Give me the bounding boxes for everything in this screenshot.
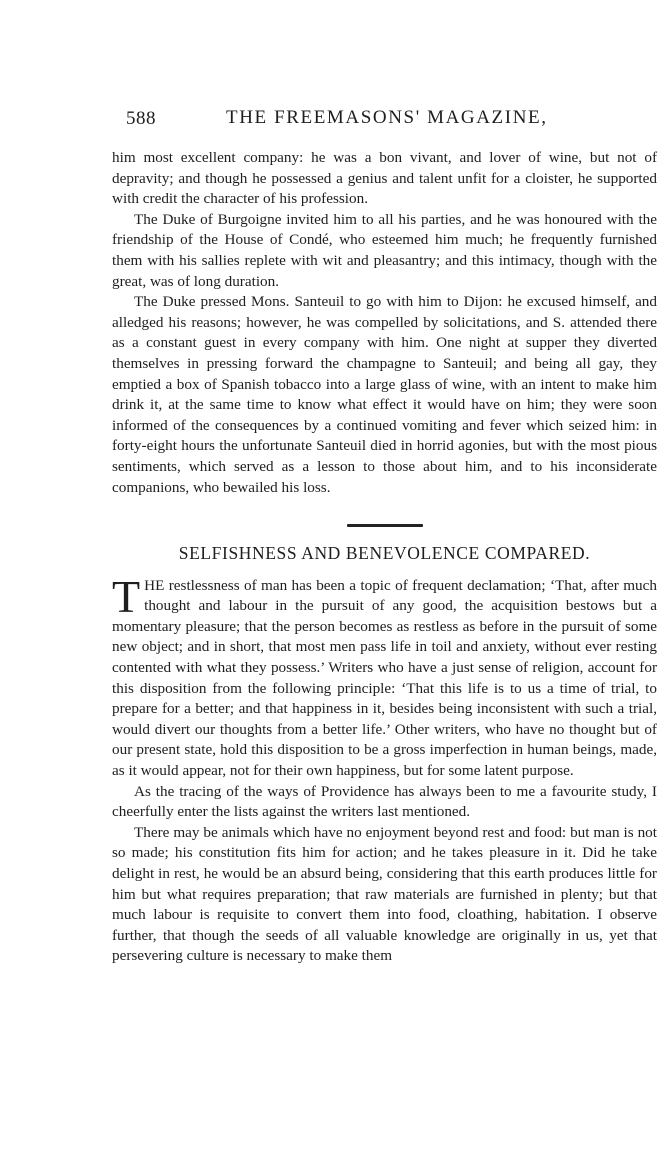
section-title: SELFISHNESS AND BENEVOLENCE COMPARED. <box>178 543 591 564</box>
running-header <box>126 102 656 136</box>
paragraph: him most excellent company: he was a bon vivant, and lover of wine, but not of depravity; and though he possessed a genius and talent unfit for a cloister, he supported with credit the character of his profession. <box>112 149 657 208</box>
paragraph: The Duke of Burgoigne invited him to all his parties, and he was honoured with the friendship of the House of Condé, who esteemed him much; he frequently furnished them with his sallies replete with wit and pleasantry; and this intimacy, though with the great, was of long duration. <box>112 210 657 290</box>
article-body <box>112 148 657 967</box>
section-divider <box>347 524 423 527</box>
page-number: 588 <box>126 108 156 129</box>
paragraph: There may be animals which have no enjoyment beyond rest and food: but man is not so made; his constitution fits him for action; and he takes pleasure in it. Did he take delight in rest, he would be an absurd being, considering that this earth produces little for him but what requires preparation; that raw materials are furnished in plenty; but that much labour is requisite to convert them into food, cloathing, habitation. I observe further, that though the seeds of all valuable knowledge are originally in us, yet that persevering culture is necessary to make them <box>112 823 657 965</box>
paragraph: The Duke pressed Mons. Santeuil to go with him to Dijon: he excused himself, and alledged his reasons; however, he was compelled by solicitations, and S. attended there as a constant guest in every company with him. One night at supper they diverted themselves in pressing forward the champagne to Santeuil; and being all gay, they emptied a box of Spanish tobacco into a large glass of wine, with an intent to make him drink it, at the same time to know what effect it would have on him; they were soon informed of the consequences by a continued vomiting and fever which seized him: in forty-eight hours the unfortunate Santeuil died in horrid agonies, but with the most pious sentiments, which served as a lesson to those about him, and to his inconsiderate companions, who bewailed his loss. <box>112 293 657 496</box>
paragraph <box>112 570 657 782</box>
running-title: THE FREEMASONS' MAGAZINE, <box>226 107 548 128</box>
paragraph-text: HE restlessness of man has been a topic of frequent declamation; ‘That, after much thought and labour in the pursuit of any good, the acquisition bestows but a momentary pleasure; that the person becomes as restless as before in the pursuit of some new object; and in short, that most men pass life in toil and anxiety, without ever resting contented with what they possess.’ Writers who have a just sense of religion, account for this disposition from the following principle: ‘That this life is to us a time of trial, to prepare for a better; and that happiness in it, besides being inconsistent with such a trial, would divert our thoughts from a better life.’ Other writers, who have no thought but of our present state, hold this disposition to be a gross imperfection in human beings, made, as it would appear, not for their own happiness, but for some latent purpose. <box>112 576 657 780</box>
drop-cap: T <box>112 570 141 622</box>
paragraph: As the tracing of the ways of Providence has always been to me a favourite study, I cheerfully enter the lists against the writers last mentioned. <box>112 782 657 821</box>
